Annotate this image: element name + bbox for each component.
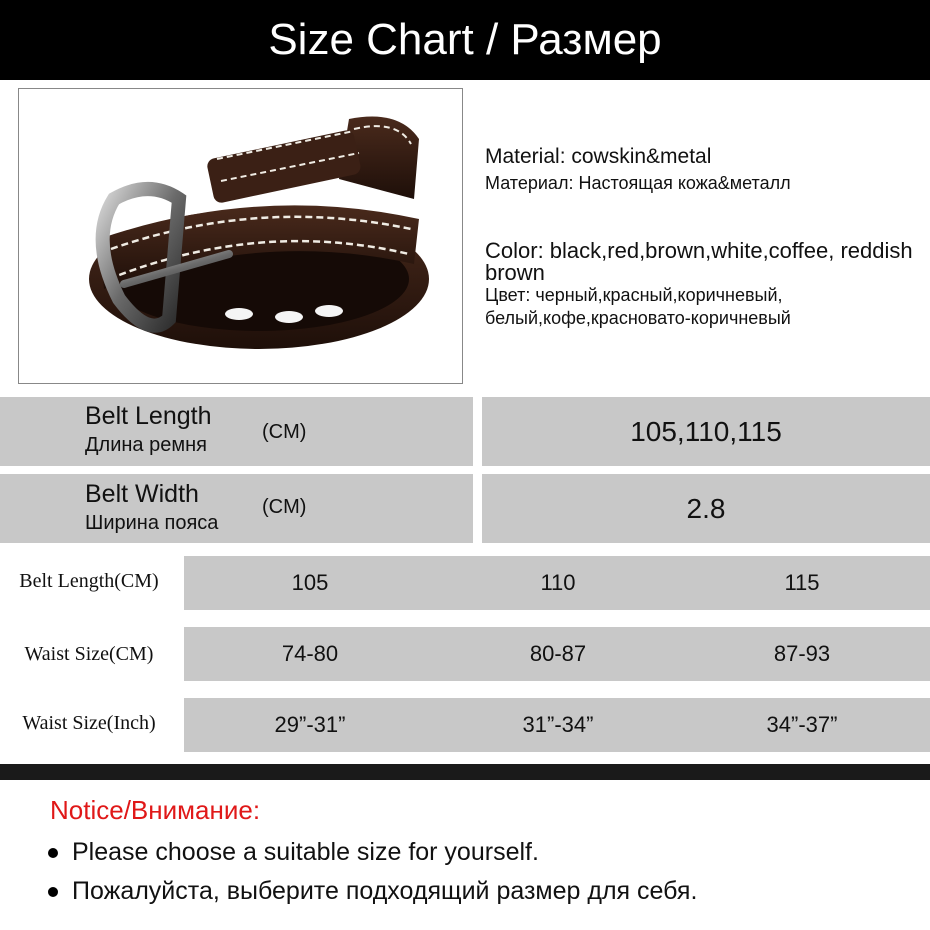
spec-width-ru: Ширина пояса: [85, 512, 219, 534]
row-label-waist-inch: Waist Size(Inch): [22, 712, 156, 734]
table-cell: 110: [540, 570, 576, 595]
list-item: [48, 877, 697, 906]
table-cell: 34”-37”: [766, 712, 838, 737]
belt-photo: [18, 88, 463, 384]
spec-width-unit: (CM): [262, 496, 307, 518]
spec-label-width: [0, 474, 473, 543]
notice-item-en: Please choose a suitable size for yourself.: [72, 838, 539, 866]
spec-value-width: 2.8: [482, 474, 930, 543]
spec-value-length: 105,110,115: [482, 397, 930, 466]
spec-length-ru: Длина ремня: [85, 434, 207, 456]
material-ru: Материал: Настоящая кожа&металл: [485, 173, 791, 193]
notice-title: Notice/Внимание:: [50, 795, 261, 825]
divider: [0, 764, 930, 780]
table-cell: 115: [784, 570, 820, 595]
table-row: [184, 556, 930, 610]
table-cell: 87-93: [773, 641, 831, 666]
color-en: Color: black,red,brown,white,coffee, reddish brown: [485, 238, 913, 285]
bullet-icon: [48, 887, 58, 897]
color-ru: Цвет: черный,красный,коричневый, белый,кофе,красновато-коричневый: [485, 285, 791, 328]
spec-width-en: Belt Width: [85, 480, 199, 508]
belt-image: [19, 89, 463, 384]
table-cell: 31”-34”: [522, 712, 594, 737]
notice-item-ru: Пожалуйста, выберите подходящий размер для себя.: [72, 877, 698, 905]
table-cell: 80-87: [529, 641, 587, 666]
page-title: Size Chart / Размер: [0, 0, 930, 80]
table-row: [184, 698, 930, 752]
spec-length-en: Belt Length: [85, 402, 212, 430]
bullet-icon: [48, 848, 58, 858]
material-en: Material: cowskin&metal: [485, 145, 712, 168]
table-cell: 29”-31”: [274, 712, 346, 737]
table-cell: 105: [291, 570, 329, 595]
table-cell: 74-80: [281, 641, 339, 666]
row-label-waist-cm: Waist Size(CM): [24, 643, 154, 665]
row-label-belt-length: Belt Length(CM): [19, 570, 159, 592]
spec-length-unit: (CM): [262, 421, 307, 443]
table-row: [184, 627, 930, 681]
list-item: [48, 838, 539, 867]
spec-label-length: [0, 397, 473, 466]
